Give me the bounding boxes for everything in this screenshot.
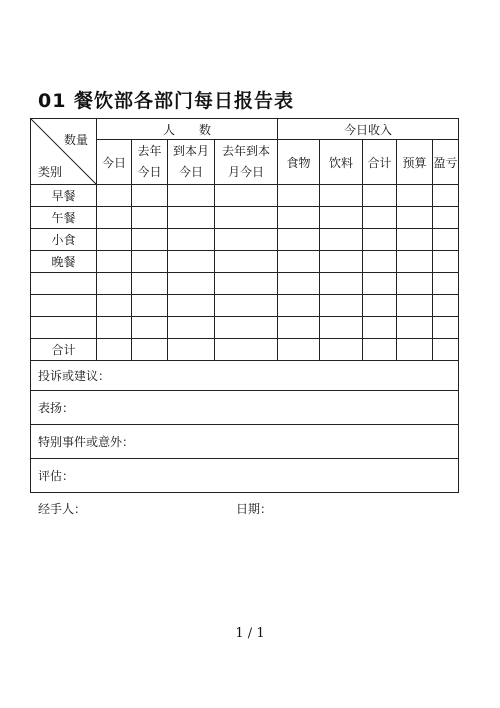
cell[interactable]: [397, 251, 433, 273]
cell[interactable]: [132, 339, 168, 361]
cell[interactable]: [132, 295, 168, 317]
cell[interactable]: [215, 273, 278, 295]
cell[interactable]: [215, 251, 278, 273]
row-label: 午餐: [31, 207, 97, 229]
cell[interactable]: [97, 251, 132, 273]
cell[interactable]: [363, 207, 397, 229]
row-label: [31, 295, 97, 317]
cell[interactable]: [433, 185, 459, 207]
table-row: [31, 185, 459, 207]
row-label: 早餐: [31, 185, 97, 207]
praise-field[interactable]: 表扬：: [31, 391, 459, 425]
daily-report-table: [30, 118, 459, 493]
cell[interactable]: [278, 339, 320, 361]
cell[interactable]: [397, 295, 433, 317]
cell[interactable]: [278, 251, 320, 273]
cell[interactable]: [168, 339, 215, 361]
special-events-field[interactable]: 特别事件或意外：: [31, 425, 459, 459]
cell[interactable]: [397, 185, 433, 207]
cell[interactable]: [97, 339, 132, 361]
cell[interactable]: [168, 317, 215, 339]
cell[interactable]: [132, 317, 168, 339]
cell[interactable]: [363, 295, 397, 317]
page-number: 1 / 1: [235, 626, 265, 641]
cell[interactable]: [168, 295, 215, 317]
cell[interactable]: [433, 273, 459, 295]
header-corner-cell: [31, 119, 97, 185]
row-label: 晚餐: [31, 251, 97, 273]
cell[interactable]: [132, 229, 168, 251]
cell[interactable]: [363, 185, 397, 207]
cell[interactable]: [168, 273, 215, 295]
cell[interactable]: [433, 251, 459, 273]
header-profit-loss: 盈亏: [433, 140, 459, 185]
complaints-field[interactable]: 投诉或建议：: [31, 361, 459, 391]
table-row: [31, 251, 459, 273]
header-today-count: 今日: [97, 140, 132, 185]
table-row: [31, 229, 459, 251]
cell[interactable]: [168, 229, 215, 251]
header-beverage: 饮料: [320, 140, 363, 185]
cell[interactable]: [320, 339, 363, 361]
cell[interactable]: [363, 317, 397, 339]
cell[interactable]: [97, 185, 132, 207]
header-budget: 预算: [397, 140, 433, 185]
cell[interactable]: [132, 207, 168, 229]
cell[interactable]: [363, 273, 397, 295]
page-title: 01 餐饮部各部门每日报告表: [38, 90, 295, 112]
cell[interactable]: [363, 339, 397, 361]
header-month-to-date: 到本月 今日: [168, 140, 215, 185]
cell[interactable]: [320, 185, 363, 207]
cell[interactable]: [168, 185, 215, 207]
cell[interactable]: [320, 295, 363, 317]
cell[interactable]: [363, 229, 397, 251]
cell[interactable]: [363, 251, 397, 273]
cell[interactable]: [397, 207, 433, 229]
corner-label-category: 类别: [38, 165, 63, 179]
cell[interactable]: [132, 273, 168, 295]
cell[interactable]: [397, 229, 433, 251]
cell[interactable]: [215, 207, 278, 229]
cell[interactable]: [132, 185, 168, 207]
row-label: 小食: [31, 229, 97, 251]
cell[interactable]: [215, 317, 278, 339]
cell[interactable]: [320, 251, 363, 273]
cell[interactable]: [97, 317, 132, 339]
cell[interactable]: [320, 317, 363, 339]
cell[interactable]: [397, 317, 433, 339]
table-row: [31, 295, 459, 317]
cell[interactable]: [320, 229, 363, 251]
cell[interactable]: [320, 273, 363, 295]
corner-label-quantity: 数量: [63, 133, 88, 147]
cell[interactable]: [168, 207, 215, 229]
cell[interactable]: [278, 207, 320, 229]
evaluation-field[interactable]: 评估：: [31, 459, 459, 493]
row-label: [31, 317, 97, 339]
cell[interactable]: [215, 295, 278, 317]
header-last-year-month-to-date: 去年到本 月今日: [215, 140, 278, 185]
cell[interactable]: [278, 185, 320, 207]
header-income-group: 今日收入: [278, 119, 459, 140]
cell[interactable]: [278, 229, 320, 251]
cell[interactable]: [97, 295, 132, 317]
cell[interactable]: [97, 207, 132, 229]
cell[interactable]: [278, 295, 320, 317]
header-total: 合计: [363, 140, 397, 185]
cell[interactable]: [278, 273, 320, 295]
cell[interactable]: [97, 273, 132, 295]
row-label: 合计: [31, 339, 97, 361]
cell[interactable]: [433, 317, 459, 339]
header-food: 食物: [278, 140, 320, 185]
cell[interactable]: [397, 273, 433, 295]
cell[interactable]: [97, 229, 132, 251]
cell[interactable]: [320, 207, 363, 229]
table-row: [31, 273, 459, 295]
cell[interactable]: [215, 185, 278, 207]
row-label: [31, 273, 97, 295]
table-row: [31, 207, 459, 229]
cell[interactable]: [168, 251, 215, 273]
cell[interactable]: [433, 339, 459, 361]
cell[interactable]: [433, 229, 459, 251]
cell[interactable]: [215, 339, 278, 361]
table-row: [31, 317, 459, 339]
header-people-group: 人 数: [97, 119, 278, 140]
cell[interactable]: [397, 339, 433, 361]
cell[interactable]: [433, 207, 459, 229]
header-last-year-today: 去年 今日: [132, 140, 168, 185]
date-label: 日期：: [236, 502, 273, 516]
handler-label: 经手人：: [38, 502, 87, 516]
cell[interactable]: [278, 317, 320, 339]
cell[interactable]: [433, 295, 459, 317]
table-row-total: [31, 339, 459, 361]
cell[interactable]: [132, 251, 168, 273]
cell[interactable]: [215, 229, 278, 251]
